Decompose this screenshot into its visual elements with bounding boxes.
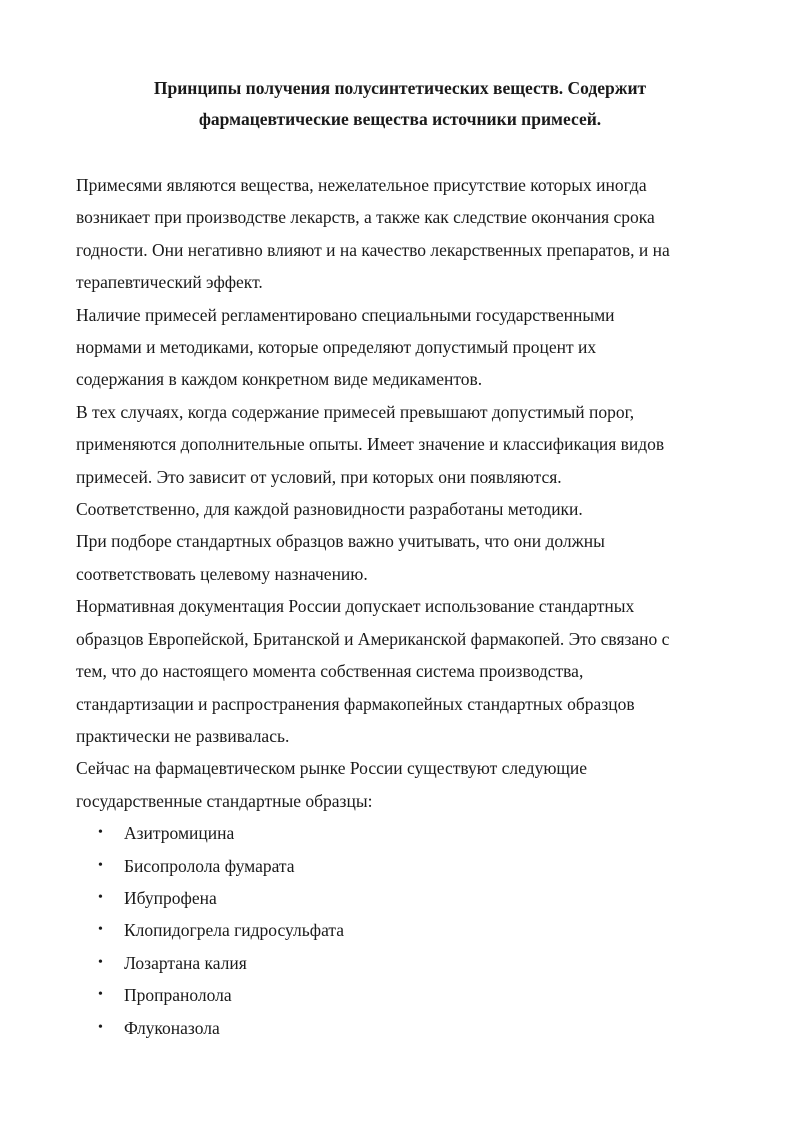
list-item: [76, 817, 736, 849]
list-item-label: Лозартана калия: [124, 952, 247, 973]
text-line: годности. Они негативно влияют и на качество лекарственных препаратов, и на: [76, 239, 670, 260]
bullet-icon: •: [98, 954, 103, 970]
text-line: содержания в каждом конкретном виде медикаментов.: [76, 369, 483, 390]
title-line: Принципы получения полусинтетических веществ. Содержит: [153, 78, 647, 98]
title-line: фармацевтические вещества источники примесей.: [198, 109, 602, 129]
document-body: [76, 169, 736, 1044]
list-item-label: Ибупрофена: [124, 887, 217, 908]
bullet-icon: •: [98, 889, 103, 905]
list-item-label: Пропранолола: [124, 985, 232, 1006]
list-item-label: Клопидогрела гидросульфата: [124, 920, 345, 941]
text-line: применяются дополнительные опыты. Имеет значение и классификация видов: [76, 434, 665, 455]
list-item-label: Бисопролола фумарата: [124, 855, 295, 876]
text-line: терапевтический эффект.: [76, 272, 263, 293]
paragraph-impurities-definition: [76, 169, 736, 299]
bullet-icon: •: [98, 922, 103, 938]
text-line: нормами и методиками, которые определяют допустимый процент их: [76, 337, 597, 358]
text-line: Нормативная документация России допускает использование стандартных: [76, 596, 635, 617]
paragraph-regulation: [76, 299, 736, 396]
standard-samples-list: [76, 817, 736, 1044]
list-item: [76, 882, 736, 914]
text-line: стандартизации и распространения фармакопейных стандартных образцов: [76, 693, 635, 714]
bullet-icon: •: [98, 825, 103, 841]
text-line: Примесями являются вещества, нежелательное присутствие которых иногда: [76, 175, 647, 195]
text-line: государственные стандартные образцы:: [76, 790, 373, 811]
document-title: [76, 73, 724, 135]
list-item: [76, 1012, 736, 1044]
text-line: Соответственно, для каждой разновидности разработаны методики.: [76, 499, 583, 520]
text-line: соответствовать целевому назначению.: [76, 563, 368, 584]
list-item: [76, 914, 736, 946]
paragraph-normative-docs: [76, 590, 736, 752]
paragraph-market: [76, 752, 736, 817]
list-item-label: Флуконазола: [124, 1017, 220, 1038]
list-item: [76, 850, 736, 882]
text-line: Сейчас на фармацевтическом рынке России существуют следующие: [76, 758, 588, 779]
list-item: [76, 947, 736, 979]
text-line: возникает при производстве лекарств, а также как следствие окончания срока: [76, 207, 655, 228]
text-line: образцов Европейской, Британской и Американской фармакопей. Это связано с: [76, 628, 670, 649]
text-line: практически не развивалась.: [76, 725, 290, 746]
paragraph-additional-tests: [76, 396, 736, 526]
text-line: примесей. Это зависит от условий, при которых они появляются.: [76, 466, 562, 487]
paragraph-standard-samples: [76, 525, 736, 590]
bullet-icon: •: [98, 987, 103, 1003]
text-line: Наличие примесей регламентировано специальными государственными: [76, 304, 615, 325]
bullet-icon: •: [98, 857, 103, 873]
bullet-icon: •: [98, 1019, 103, 1035]
list-item-label: Азитромицина: [124, 823, 235, 844]
list-item: [76, 979, 736, 1011]
text-line: При подборе стандартных образцов важно учитывать, что они должны: [76, 531, 605, 552]
text-line: тем, что до настоящего момента собственная система производства,: [76, 661, 584, 682]
text-line: В тех случаях, когда содержание примесей превышают допустимый порог,: [76, 401, 635, 422]
